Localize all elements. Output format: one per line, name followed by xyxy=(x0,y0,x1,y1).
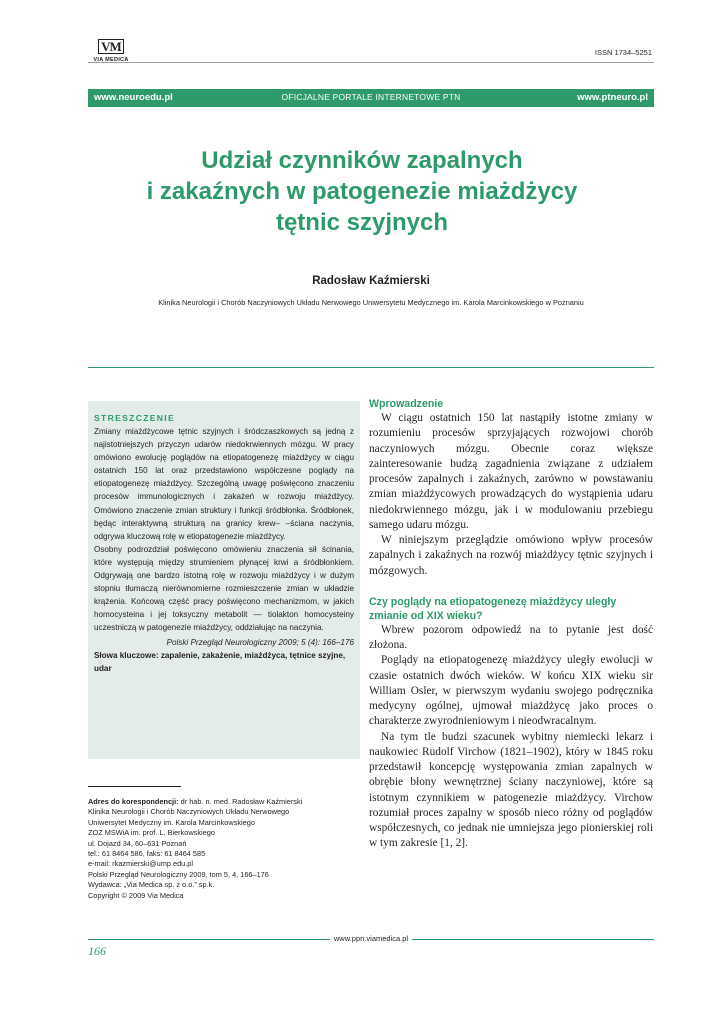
affiliation: Klinika Neurologii i Chorób Naczyniowych Układu Nerwowego Uniwersytetu Medycznego im. Karola Marcinkowskiego w Poznaniu xyxy=(158,298,584,307)
correspondence-line: Polski Przegląd Neurologiczny 2009, tom 5, 4, 166–176 xyxy=(88,869,269,879)
citation: Polski Przegląd Neurologiczny 2009; 5 (4): 166–176 xyxy=(166,637,354,647)
body-paragraph: Wbrew pozorom odpowiedź na to pytanie jest dość złożona. xyxy=(369,623,653,651)
abstract-heading: STRESZCZENIE xyxy=(94,413,176,423)
link-neuroedu[interactable]: www.neuroedu.pl xyxy=(94,92,173,103)
title-line: Udział czynników zapalnych xyxy=(201,147,523,174)
portal-banner xyxy=(88,89,654,107)
footer-url-wrap xyxy=(88,934,654,943)
link-ptneuro[interactable]: www.ptneuro.pl xyxy=(577,92,648,103)
abstract-body xyxy=(94,425,354,675)
footnote-rule xyxy=(88,786,181,787)
section-rule xyxy=(88,367,654,368)
keywords xyxy=(94,649,354,675)
keywords-list: zapalenie, zakażenie, miażdżyca, tętnice szyjne, udar xyxy=(94,650,346,673)
correspondence-line: tel.: 61 8464 586, faks: 61 8464 585 xyxy=(88,849,206,859)
correspondence-line: Klinika Neurologii i Chorób Naczyniowych Układu Nerwowego xyxy=(88,807,290,817)
body-paragraph: Poglądy na etiopatogenezę miażdżycy uległy ewolucji w czasie ostatnich dwóch wieków. W końcu XIX wieku sir William Osler, w pierwszym wydaniu swojego podręcznika medycyny ogólnej, ujmował miażdżycę jako proces o charakterze zwyrodnieniowym i nieodwracalnym. xyxy=(369,654,653,728)
publisher-logo xyxy=(66,38,156,63)
page-number: 166 xyxy=(88,944,106,958)
logo-text: VIA MEDICA xyxy=(93,57,129,63)
body-paragraph: Na tym tle budzi szacunek wybitny niemiecki lekarz i naukowiec Rudolf Virchow (1821–1902), który w 1845 roku przedstawił koncepcję występowania zmian zapalnych w obrębie błony wewnętrznej ściany naczyniowej, które są istotnym czynnikiem w patogenezie miażdżycy. Virchow rozumiał proces zapalny w sposób nieco różny od poglądów współczesnych, co jednak nie umniejsza jego pionierskiej roli w tym zakresie [1, 2]. xyxy=(369,730,653,850)
correspondence-line: Wydawca: „Via Medica sp. z o.o.” sp.k. xyxy=(88,880,215,890)
body-paragraph: W niniejszym przeglądzie omówiono wpływ procesów zapalnych i zakaźnych na rozwój miażdżycy tętnic szyjnych i mózgowych. xyxy=(369,534,653,577)
section-heading: Wprowadzenie xyxy=(369,398,444,410)
abstract-box xyxy=(88,401,360,759)
author: Radosław Kaźmierski xyxy=(312,275,430,287)
correspondence-line: dr hab. n. med. Radosław Kaźmierski xyxy=(180,797,303,806)
footer-url[interactable]: www.ppn.viamedica.pl xyxy=(330,934,412,943)
abstract-paragraph: Osobny podrozdział poświęcono omówieniu znaczenia sił ścinania, które występują między strumieniem płynącej krwi a śródbłonkiem. Odgrywają one bardzo istotną rolę w rozwoju miażdżycy i w dużym stopniu tłumaczą nierównomierne rozmieszczenie zmian w układzie krążenia. Końcową część pracy poświęcono mechanizmom, w jakich homocysteina i jej toksyczny metabolit — tiolakton homocysteiny uczestniczą w patogenezie miażdżycy, oddziałując na naczynia. xyxy=(94,544,354,633)
title-line: tętnic szyjnych xyxy=(275,209,449,236)
correspondence xyxy=(88,797,358,901)
correspondence-line: ul. Dojazd 34, 60–631 Poznań xyxy=(88,838,187,848)
logo-mark: VM xyxy=(98,39,124,54)
title-line: i zakaźnych w patogenezie miażdżycy xyxy=(146,178,578,205)
correspondence-line: ZOZ MSWiA im. prof. L. Bierkowskiego xyxy=(88,828,215,838)
correspondence-line: Uniwersytet Medyczny im. Karola Marcinkowskiego xyxy=(88,817,255,827)
article-body xyxy=(369,397,653,852)
keywords-label: Słowa kluczowe: xyxy=(94,650,159,660)
abstract-paragraph: Zmiany miażdżycowe tętnic szyjnych i śródczaszkowych są jedną z najistotniejszych przyczyn udarów niedokrwiennych mózgu. W pracy omówiono ewolucję poglądów na etiopatogenezę miażdżycy w ciągu ostatnich 150 lat oraz przedstawiono współczesne poglądy na etiopatogenezę miażdżycy. Szczególną uwagę poświęcono znaczeniu procesów immunologicznych i zakażeń w rozwoju miażdżycy. Omówiono znaczenie zmian struktury i funkcji śródbłonka. Śródbłonek, będąc interaktywną strukturą na granicy krew– –ściana naczynia, odgrywa kluczową rolę w etiopatogenezie miażdżycy. xyxy=(94,427,354,541)
correspondence-line: Copyright © 2009 Via Medica xyxy=(88,890,184,900)
correspondence-email[interactable]: e-mail: rkazmierski@ump.edu.pl xyxy=(88,859,193,869)
section-heading: Czy poglądy na etiopatogenezę miażdżycy uległy zmianie od XIX wieku? xyxy=(369,595,617,622)
banner-center-text: OFICJALNE PORTALE INTERNETOWE PTN xyxy=(281,92,461,102)
header-rule xyxy=(88,62,654,63)
issn: ISSN 1734–5251 xyxy=(594,48,652,57)
body-paragraph: W ciągu ostatnich 150 lat nastąpiły istotne zmiany w rozumieniu procesów sprzyjających rozwojowi chorób naczyniowych mózgu. Obecnie coraz większe zainteresowanie budzą zagadnienia związane z udziałem procesów zapalnych i zakaźnych, zarówno w powstawaniu zmian miażdżycowych prowadzących do wystąpienia udaru niedokrwiennego mózgu, jak i w modulowaniu przebiegu samego udaru mózgu. xyxy=(369,412,653,531)
correspondence-label: Adres do korespondencji: xyxy=(88,797,179,806)
article-title xyxy=(60,145,664,238)
